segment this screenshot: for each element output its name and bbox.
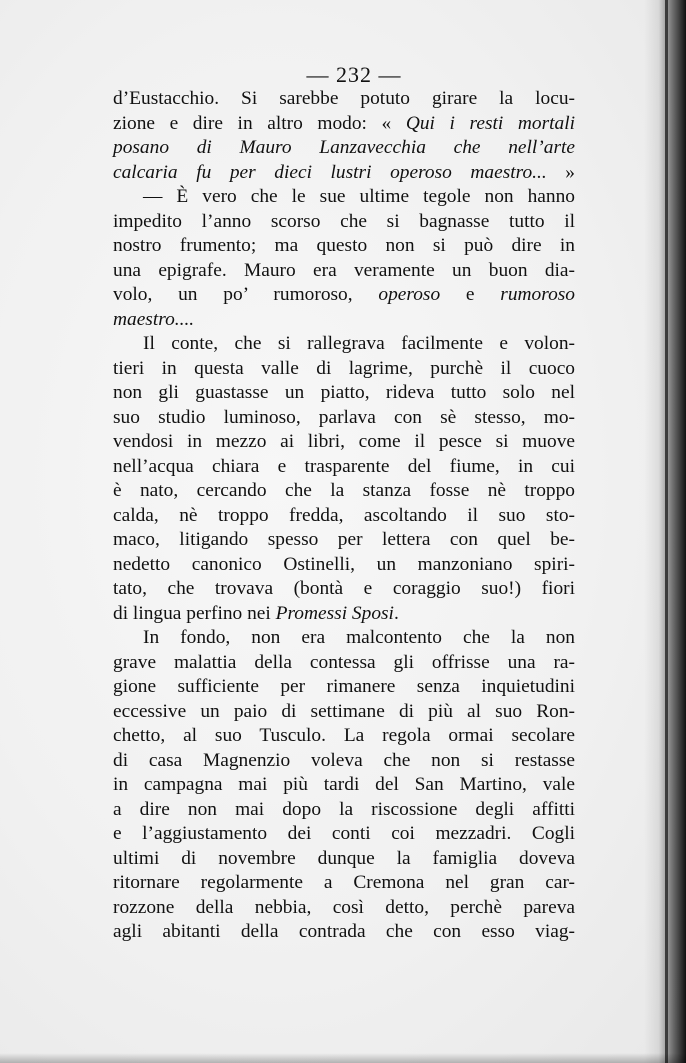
text-segment: nedetto canonico Ostinelli, un manzoniano spiri- [113,553,575,575]
text-segment: maco, litigando spesso per lettera con quel be- [113,529,575,550]
text-line [113,871,575,896]
text-line [113,455,575,480]
italic-text: rumoroso [500,284,575,305]
text-line [113,822,575,847]
text-line [113,430,575,455]
text-segment: ritornare regolarmente a Cremona nel gran car- [113,872,575,893]
text-segment: — È vero che le sue ultime tegole non hanno [143,186,575,207]
text-segment: In fondo, non era malcontento che la non [143,627,575,648]
text-line [113,847,575,872]
italic-text: Promessi Sposi [275,602,394,624]
text-line [113,675,575,700]
text-line [113,479,575,504]
text-segment: nostro frumento; ma questo non si può dire in [113,235,575,256]
text-segment: è nato, cercando che la stanza fosse nè troppo [113,480,575,501]
italic-text: Qui i resti mortali [405,112,576,134]
text-line [113,161,575,186]
text-segment: in campagna mai più tardi del San Martino, vale [113,774,575,795]
text-segment: calda, nè troppo fredda, ascoltando il suo sto- [113,504,575,526]
text-line [113,553,575,578]
text-segment: gione sufficiente per rimanere senza inquietudini [113,676,575,697]
text-line [113,749,575,774]
text-line [113,112,575,137]
text-segment: zione e dire in altro modo: « [113,112,406,134]
text-segment: di lingua perfino nei [113,602,276,624]
text-line [113,700,575,725]
text-line [113,210,575,235]
text-line [113,651,575,676]
text-segment: suo studio luminoso, parlava con sè stesso, mo- [113,406,575,428]
text-line [113,87,575,112]
text-segment: . [393,602,399,624]
text-line [113,283,575,308]
text-segment: tieri in questa valle di lagrime, purchè il cuoco [113,357,575,379]
text-segment: d’Eustacchio. Si sarebbe potuto girare la locu- [113,88,575,109]
text-line [113,602,575,627]
text-segment: Il conte, che si rallegrava facilmente e volon- [143,333,575,354]
text-line [113,381,575,406]
italic-text: posano di Mauro Lanzavecchia che nell’arte [113,137,575,158]
text-line [113,308,575,333]
text-segment: nell’acqua chiara e trasparente del fiume, in cui [113,455,575,477]
text-line [113,259,575,284]
text-segment: eccessive un paio di settimane di più al suo Ron- [113,700,575,722]
text-line [113,920,575,945]
text-line [113,136,575,161]
text-line [113,406,575,431]
text-line [113,357,575,382]
text-segment: a dire non mai dopo la riscossione degli affitti [113,798,575,820]
text-line [113,724,575,749]
body-text [113,87,575,945]
text-segment: vendosi in mezzo ai libri, come il pesce si muove [113,431,575,452]
text-line [113,332,575,357]
page-edge-line [665,0,668,1063]
text-segment: tato, che trovava (bontà e coraggio suo!) fiori [113,578,575,599]
italic-text: operoso [378,284,441,305]
text-segment: di casa Magnenzio voleva che non si restasse [113,749,575,771]
text-line [113,185,575,210]
text-segment: e [440,284,501,305]
text-segment: e l’aggiustamento dei conti coi mezzadri. Cogli [113,823,575,844]
text-segment: agli abitanti della contrada che con esso viag- [113,921,575,942]
text-segment: volo, un po’ rumoroso, [113,284,379,305]
text-segment: rozzone della nebbia, così detto, perchè pareva [113,896,575,918]
text-segment: chetto, al suo Tusculo. La regola ormai secolare [113,725,575,746]
italic-text: maestro.... [113,308,195,330]
text-segment: non gli guastasse un piatto, rideva tutto solo nel [113,382,575,403]
italic-text: calcaria fu per dieci lustri operoso maestro... [113,161,547,183]
text-line [113,528,575,553]
text-line [113,626,575,651]
text-segment: impedito l’anno scorso che si bagnasse tutto il [113,210,575,232]
text-line [113,773,575,798]
page-number: — 232 — [306,62,402,87]
text-line [113,577,575,602]
text-line [113,234,575,259]
text-segment: una epigrafe. Mauro era veramente un buon dia- [113,259,575,281]
text-segment: ultimi di novembre dunque la famiglia doveva [113,847,575,869]
text-segment: » [546,161,575,183]
text-segment: grave malattia della contessa gli offrisse una ra- [113,651,575,673]
text-line [113,896,575,921]
text-line [113,798,575,823]
page-bottom-shadow [0,1053,686,1063]
text-line [113,504,575,529]
